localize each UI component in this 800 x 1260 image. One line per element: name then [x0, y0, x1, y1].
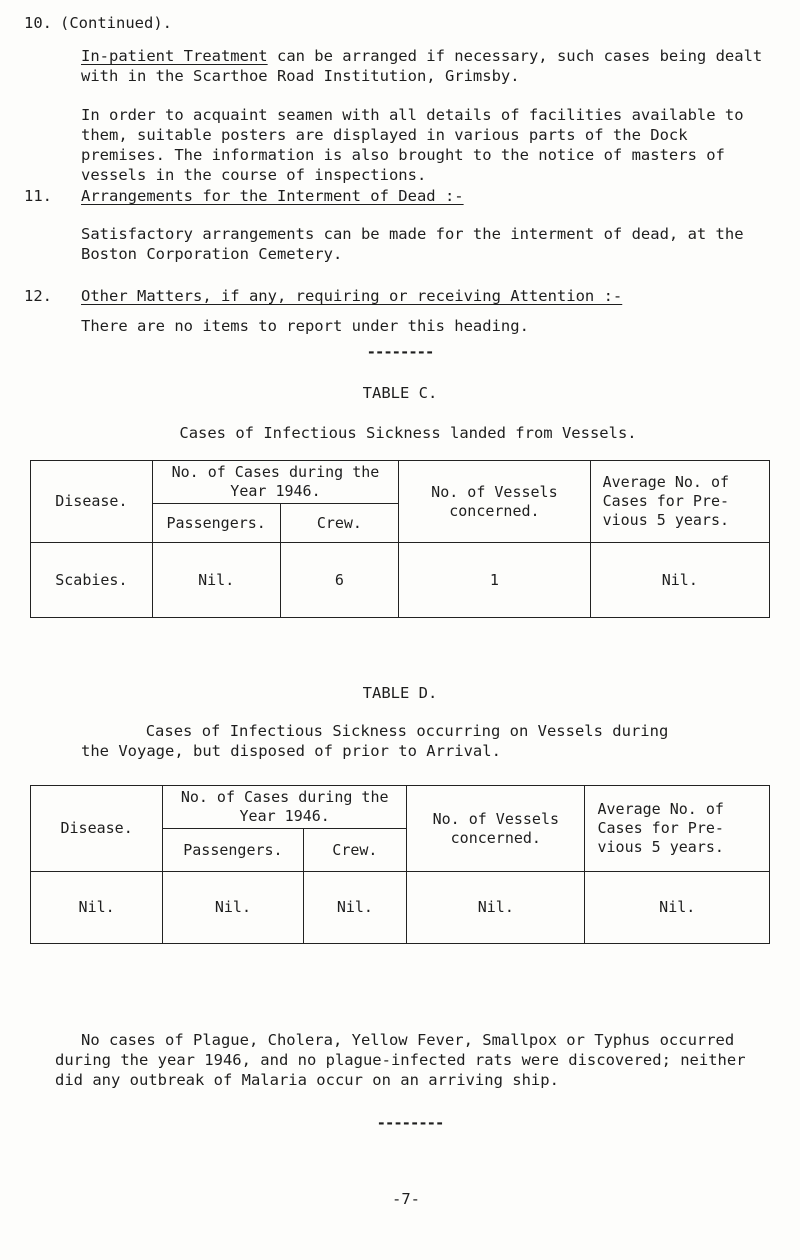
section-10-paragraph-2: In order to acquaint seamen with all details of facilities available to them, suitable posters are displayed in various parts of the Dock premises. The information is also brought to the notice of masters of vessels in the course of inspections.	[81, 106, 744, 184]
page-number: -7-	[392, 1190, 420, 1208]
table-c-cell-disease: Scabies.	[31, 543, 153, 618]
table-d-title: TABLE D.	[362, 684, 438, 702]
table-c-header-crew: Crew.	[280, 504, 399, 543]
table-d-header-passengers: Passengers.	[163, 829, 303, 872]
section-12-paragraph: There are no items to report under this heading.	[81, 317, 529, 335]
table-d-subtitle-line-1: Cases of Infectious Sickness occurring on Vessels during	[145, 722, 669, 740]
section-12-heading: Other Matters, if any, requiring or receiving Attention :-	[81, 287, 623, 305]
section-10-heading: (Continued).	[60, 14, 172, 32]
table-c-cell-passengers: Nil.	[152, 543, 280, 618]
table-d	[30, 785, 770, 944]
table-d-header-crew: Crew.	[303, 829, 407, 872]
table-c-title: TABLE C.	[362, 384, 438, 402]
table-row	[31, 872, 770, 944]
section-10-paragraph-1	[81, 46, 771, 86]
table-d-header-vessels: No. of Vessels concerned.	[407, 786, 585, 872]
section-11-heading: Arrangements for the Interment of Dead :-	[81, 187, 464, 205]
footer-paragraph: No cases of Plague, Cholera, Yellow Fever, Smallpox or Typhus occurred during the year 1946, and no plague-infected rats were discovered; neither did any outbreak of Malaria occur on an arriving ship.	[55, 1031, 746, 1089]
table-c-header-average: Average No. of Cases for Pre-vious 5 years.	[590, 461, 769, 543]
table-c	[30, 460, 770, 618]
table-c-header-passengers: Passengers.	[152, 504, 280, 543]
table-row	[31, 543, 770, 618]
separator-top: --------	[366, 343, 434, 361]
table-d-cell-crew: Nil.	[303, 872, 407, 944]
table-c-header-vessels: No. of Vessels concerned.	[399, 461, 590, 543]
table-c-header-cases-year: No. of Cases during the Year 1946.	[152, 461, 398, 504]
section-10-number: 10.	[24, 14, 52, 32]
table-c-subtitle: Cases of Infectious Sickness landed from Vessels.	[179, 424, 637, 442]
in-patient-treatment-text: can be arranged if necessary, such cases being dealt with in the Scarthoe Road Institution, Grimsby.	[81, 47, 763, 85]
table-d-header-cases-year: No. of Cases during the Year 1946.	[163, 786, 407, 829]
table-d-cell-average: Nil.	[585, 872, 770, 944]
section-11-number: 11.	[24, 187, 52, 205]
table-d-cell-passengers: Nil.	[163, 872, 303, 944]
table-d-cell-disease: Nil.	[31, 872, 163, 944]
table-c-header-disease: Disease.	[31, 461, 153, 543]
section-11-paragraph: Satisfactory arrangements can be made for the interment of dead, at the Boston Corporation Cemetery.	[81, 225, 744, 263]
table-d-subtitle-line-2: the Voyage, but disposed of prior to Arrival.	[81, 742, 501, 760]
separator-bottom: --------	[376, 1114, 444, 1132]
table-c-cell-average: Nil.	[590, 543, 769, 618]
table-d-header-disease: Disease.	[31, 786, 163, 872]
table-d-header-average: Average No. of Cases for Pre-vious 5 years.	[585, 786, 770, 872]
table-c-cell-vessels: 1	[399, 543, 590, 618]
table-d-cell-vessels: Nil.	[407, 872, 585, 944]
in-patient-treatment-label: In-patient Treatment	[81, 47, 268, 65]
section-12-number: 12.	[24, 287, 52, 305]
table-c-cell-crew: 6	[280, 543, 399, 618]
